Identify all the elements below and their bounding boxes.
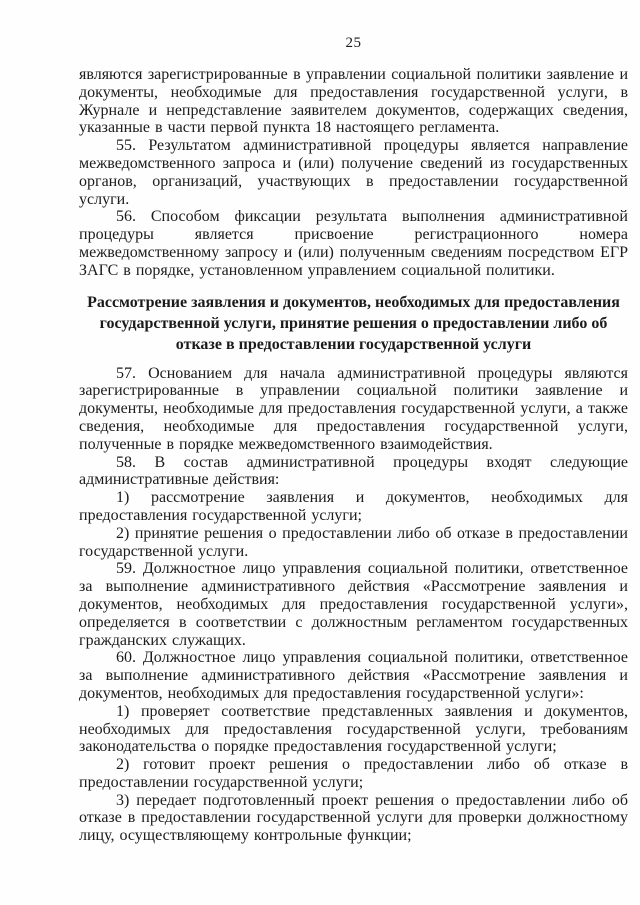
paragraph-60-item-1: 1) проверяет соответствие представленных заявления и документов, необходимых для предоставления государственной услуги, требованиям законодательства о порядке предоставления государственной услуги; bbox=[79, 702, 628, 756]
document-content bbox=[79, 66, 628, 845]
text-column bbox=[79, 34, 628, 845]
section-heading: Рассмотрение заявления и документов, необходимых для предоставления государственной услуги, принятие решения о предоставлении либо об отказе в предоставлении государственной услуги bbox=[87, 293, 620, 353]
paragraph-59: 59. Должностное лицо управления социальной политики, ответственное за выполнение административного действия «Рассмотрение заявления и документов, необходимых для предоставления государственной услуги», определяется в соответствии с должностным регламентом государственных гражданских служащих. bbox=[79, 560, 628, 649]
paragraph-58-item-2: 2) принятие решения о предоставлении либо об отказе в предоставлении государственной услуги. bbox=[79, 524, 628, 560]
paragraph-60: 60. Должностное лицо управления социальной политики, ответственное за выполнение административного действия «Рассмотрение заявления и документов, необходимых для предоставления государственной услуги»: bbox=[79, 649, 628, 702]
paragraph-55: 55. Результатом административной процедуры является направление межведомственного запроса и (или) получение сведений из государственных органов, организаций, участвующих в предоставлении государственной услуги. bbox=[79, 137, 628, 208]
paragraph-60-item-2: 2) готовит проект решения о предоставлении либо об отказе в предоставлении государственной услуги; bbox=[79, 756, 628, 791]
paragraph-continuation: являются зарегистрированные в управлении социальной политики заявление и документы, необходимые для предоставления государственной услуги, в Журнале и непредставление заявителем документов, содержащих сведения, указанные в части первой пункта 18 настоящего регламента. bbox=[79, 66, 628, 137]
paragraph-60-item-3: 3) передает подготовленный проект решения о предоставлении либо об отказе в предоставлении государственной услуги для проверки должностному лицу, осуществляющему контрольные функции; bbox=[79, 791, 628, 845]
paragraph-58: 58. В состав административной процедуры входят следующие административные действия: bbox=[79, 453, 628, 489]
paragraph-57: 57. Основанием для начала административной процедуры являются зарегистрированные в управлении социальной политики заявление и документы, необходимые для предоставления государственной услуги, а также сведения, необходимые для предоставления государственной услуги, полученные в порядке межведомственного взаимодействия. bbox=[79, 364, 628, 453]
paragraph-56: 56. Способом фиксации результата выполнения административной процедуры является присвоение регистрационного номера межведомственному запросу и (или) полученным сведениям посредством ЕГР ЗАГС в порядке, установленном управлением социальной политики. bbox=[79, 208, 628, 279]
paragraph-58-item-1: 1) рассмотрение заявления и документов, необходимых для предоставления государственной услуги; bbox=[79, 489, 628, 524]
page-number: 25 bbox=[345, 35, 362, 51]
